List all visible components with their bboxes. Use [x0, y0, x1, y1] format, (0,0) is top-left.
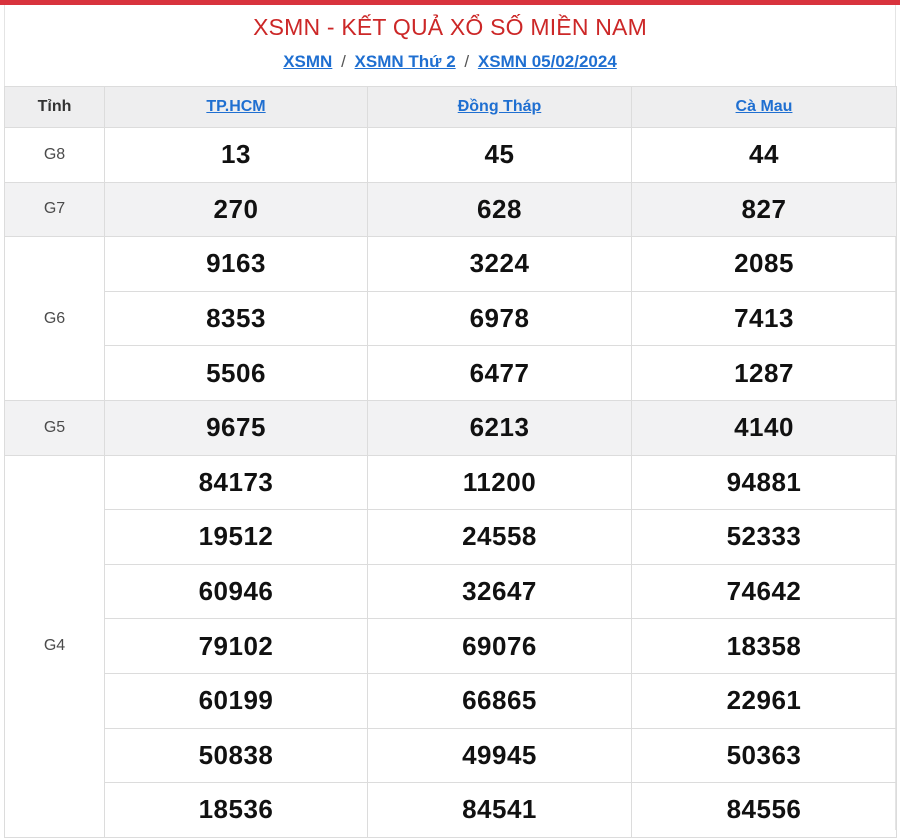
result-number-dong-thap: 6213	[368, 400, 632, 455]
prize-label-g8: G8	[5, 128, 105, 183]
result-number-dong-thap: 11200	[368, 455, 632, 510]
breadcrumb-weekday-link[interactable]: XSMN Thứ 2	[354, 52, 456, 71]
result-number-ca-mau: 74642	[632, 564, 897, 619]
province-link-dong-thap[interactable]: Đồng Tháp	[457, 98, 542, 115]
result-number-hcm: 5506	[105, 346, 368, 401]
breadcrumb-separator: /	[341, 52, 346, 71]
results-table	[4, 86, 897, 838]
result-number-ca-mau: 18358	[632, 619, 897, 674]
table-row	[5, 510, 897, 565]
table-row	[5, 619, 897, 674]
result-number-hcm: 13	[105, 128, 368, 183]
result-number-dong-thap: 49945	[368, 728, 632, 783]
result-number-ca-mau: 7413	[632, 291, 897, 346]
result-number-ca-mau: 2085	[632, 237, 897, 292]
province-header-ca-mau	[632, 87, 897, 128]
province-header-dong-thap	[368, 87, 632, 128]
result-number-ca-mau: 22961	[632, 673, 897, 728]
table-row	[5, 455, 897, 510]
province-column-header: Tỉnh	[5, 87, 105, 128]
result-number-hcm: 9675	[105, 400, 368, 455]
breadcrumb	[0, 52, 900, 72]
result-number-hcm: 9163	[105, 237, 368, 292]
table-row	[5, 564, 897, 619]
result-number-dong-thap: 45	[368, 128, 632, 183]
prize-label-g5: G5	[5, 400, 105, 455]
breadcrumb-xsmn-link[interactable]: XSMN	[283, 52, 333, 71]
result-number-ca-mau: 44	[632, 128, 897, 183]
result-number-hcm: 60199	[105, 673, 368, 728]
result-number-dong-thap: 6477	[368, 346, 632, 401]
result-number-ca-mau: 94881	[632, 455, 897, 510]
table-row	[5, 346, 897, 401]
table-row	[5, 673, 897, 728]
breadcrumb-separator: /	[464, 52, 470, 71]
prize-label-g4: G4	[5, 455, 105, 837]
top-accent-bar	[0, 0, 900, 5]
result-number-ca-mau: 52333	[632, 510, 897, 565]
result-number-hcm: 270	[105, 182, 368, 237]
result-number-dong-thap: 24558	[368, 510, 632, 565]
prize-label-g6: G6	[5, 237, 105, 401]
result-number-hcm: 19512	[105, 510, 368, 565]
result-number-ca-mau: 827	[632, 182, 897, 237]
result-number-hcm: 8353	[105, 291, 368, 346]
result-number-dong-thap: 628	[368, 182, 632, 237]
result-number-dong-thap: 66865	[368, 673, 632, 728]
result-number-ca-mau: 1287	[632, 346, 897, 401]
result-number-ca-mau: 4140	[632, 400, 897, 455]
result-number-hcm: 84173	[105, 455, 368, 510]
result-number-ca-mau: 84556	[632, 783, 897, 838]
result-number-dong-thap: 84541	[368, 783, 632, 838]
result-number-ca-mau: 50363	[632, 728, 897, 783]
result-number-dong-thap: 3224	[368, 237, 632, 292]
prize-label-g7: G7	[5, 182, 105, 237]
result-number-hcm: 18536	[105, 783, 368, 838]
result-number-hcm: 60946	[105, 564, 368, 619]
table-row	[5, 728, 897, 783]
results-body	[5, 128, 897, 838]
result-number-hcm: 79102	[105, 619, 368, 674]
table-row	[5, 128, 897, 183]
result-number-hcm: 50838	[105, 728, 368, 783]
result-number-dong-thap: 32647	[368, 564, 632, 619]
province-link-ca-mau[interactable]: Cà Mau	[735, 98, 793, 115]
result-number-dong-thap: 69076	[368, 619, 632, 674]
province-header-hcm	[105, 87, 368, 128]
breadcrumb-date-link[interactable]: XSMN 05/02/2024	[477, 52, 617, 71]
table-header-row	[5, 87, 897, 128]
table-row	[5, 400, 897, 455]
table-row	[5, 783, 897, 838]
table-row	[5, 291, 897, 346]
province-link-hcm[interactable]: TP.HCM	[206, 98, 266, 115]
result-number-dong-thap: 6978	[368, 291, 632, 346]
page-title: XSMN - KẾT QUẢ XỔ SỐ MIỀN NAM	[253, 14, 647, 40]
table-row	[5, 237, 897, 292]
table-row	[5, 182, 897, 237]
